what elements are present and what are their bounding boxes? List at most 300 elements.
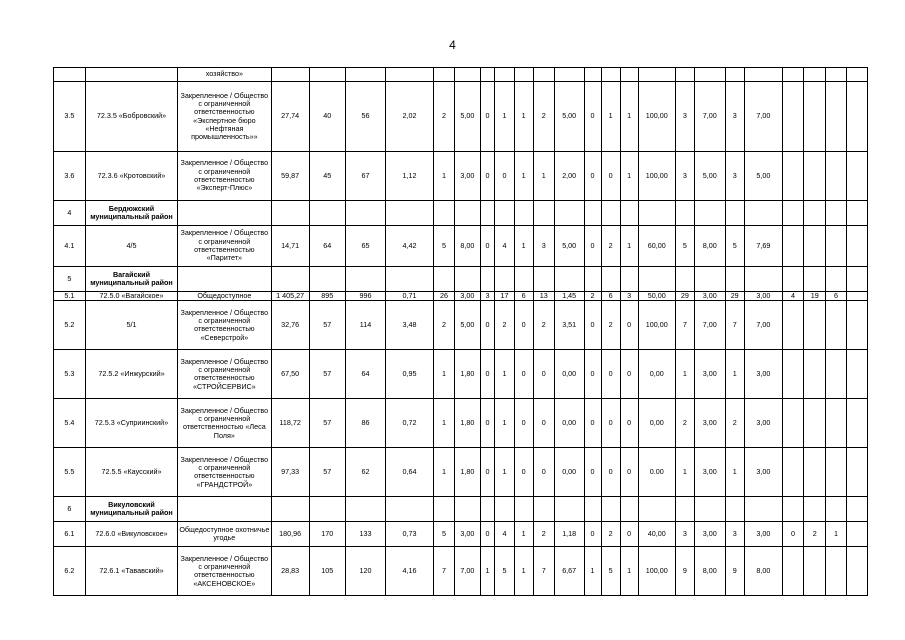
- table-cell: [584, 201, 601, 226]
- table-cell: 0: [601, 350, 620, 399]
- table-cell: 6: [514, 292, 533, 301]
- table-cell: 1: [584, 547, 601, 596]
- hunting-ground-name: 72.6.1 «Тававский»: [85, 547, 177, 596]
- table-cell: 57: [309, 448, 345, 497]
- district-header-row: [54, 267, 868, 292]
- table-cell: 170: [309, 522, 345, 547]
- row-number: 3.6: [54, 152, 86, 201]
- table-cell: 1: [514, 226, 533, 267]
- table-cell: 1: [495, 399, 514, 448]
- table-cell: 0.00: [638, 448, 675, 497]
- table-cell: 0: [514, 301, 533, 350]
- table-cell: 5: [433, 226, 454, 267]
- table-cell: [846, 448, 867, 497]
- table-cell: 0: [601, 399, 620, 448]
- table-cell: 0: [782, 522, 803, 547]
- table-cell: [433, 68, 454, 82]
- table-cell: 0: [620, 522, 638, 547]
- table-cell: 3,00: [744, 292, 782, 301]
- table-cell: 2: [433, 301, 454, 350]
- table-cell: [455, 267, 480, 292]
- table-cell: 59,87: [271, 152, 309, 201]
- table-cell: 895: [309, 292, 345, 301]
- table-cell: 100,00: [638, 301, 675, 350]
- table-cell: [386, 68, 434, 82]
- table-cell: 3,00: [744, 522, 782, 547]
- table-cell: [533, 497, 554, 522]
- table-cell: [584, 68, 601, 82]
- table-cell: 1: [533, 152, 554, 201]
- district-name: Бердюжский муниципальный район: [85, 201, 177, 226]
- table-cell: [804, 267, 826, 292]
- table-cell: [846, 152, 867, 201]
- table-cell: 0: [480, 226, 495, 267]
- table-cell: [826, 267, 846, 292]
- table-cell: 13: [533, 292, 554, 301]
- table-cell: [309, 497, 345, 522]
- ground-category: Общедоступное: [178, 292, 271, 301]
- table-cell: 17: [495, 292, 514, 301]
- table-cell: 3,00: [455, 522, 480, 547]
- table-cell: 0: [584, 522, 601, 547]
- table-cell: [554, 68, 584, 82]
- table-cell: 8,00: [455, 226, 480, 267]
- table-cell: 3: [533, 226, 554, 267]
- table-cell: 0: [620, 448, 638, 497]
- table-cell: 2: [601, 226, 620, 267]
- table-cell: 45: [309, 152, 345, 201]
- table-cell: 1: [514, 522, 533, 547]
- table-cell: 100,00: [638, 547, 675, 596]
- table-cell: 2: [601, 522, 620, 547]
- table-cell: 3: [725, 82, 744, 152]
- table-cell: 1: [495, 350, 514, 399]
- table-row: [54, 68, 868, 82]
- table-cell: [514, 201, 533, 226]
- table-cell: [533, 201, 554, 226]
- table-cell: 57: [309, 350, 345, 399]
- row-number: 3.5: [54, 82, 86, 152]
- table-cell: 3: [480, 292, 495, 301]
- table-cell: [846, 350, 867, 399]
- table-cell: 3,00: [744, 350, 782, 399]
- table-cell: 0: [584, 301, 601, 350]
- table-cell: [638, 68, 675, 82]
- table-cell: [782, 448, 803, 497]
- row-number: 4.1: [54, 226, 86, 267]
- table-cell: [554, 497, 584, 522]
- table-cell: 9: [725, 547, 744, 596]
- table-cell: 0,64: [386, 448, 434, 497]
- table-cell: 1: [725, 350, 744, 399]
- table-cell: 0: [514, 399, 533, 448]
- table-cell: 0: [480, 399, 495, 448]
- table-cell: 3,00: [694, 522, 725, 547]
- table-cell: [495, 68, 514, 82]
- hunting-ground-name: 4/5: [85, 226, 177, 267]
- table-cell: [554, 267, 584, 292]
- table-cell: 133: [345, 522, 385, 547]
- table-cell: 1: [620, 226, 638, 267]
- table-cell: 1: [514, 547, 533, 596]
- table-cell: [804, 201, 826, 226]
- table-cell: [804, 448, 826, 497]
- table-cell: [601, 201, 620, 226]
- table-cell: 5,00: [455, 82, 480, 152]
- table-cell: 0: [601, 448, 620, 497]
- table-cell: 0: [480, 152, 495, 201]
- table-cell: [309, 267, 345, 292]
- table-cell: 0: [584, 152, 601, 201]
- table-cell: 0,73: [386, 522, 434, 547]
- table-row: [54, 448, 868, 497]
- hunting-ground-name: 72.5.3 «Суприинский»: [85, 399, 177, 448]
- district-header-row: [54, 497, 868, 522]
- row-number: 5.5: [54, 448, 86, 497]
- table-cell: [620, 68, 638, 82]
- table-cell: 3: [675, 522, 694, 547]
- table-cell: [433, 497, 454, 522]
- table-cell: 118,72: [271, 399, 309, 448]
- table-cell: [638, 267, 675, 292]
- table-cell: 5: [725, 226, 744, 267]
- table-cell: 7,00: [744, 82, 782, 152]
- table-cell: 1: [601, 82, 620, 152]
- table-cell: 3: [725, 152, 744, 201]
- table-cell: 2: [533, 522, 554, 547]
- table-cell: 180,96: [271, 522, 309, 547]
- table-cell: [309, 201, 345, 226]
- table-cell: 5: [601, 547, 620, 596]
- table-cell: 0: [584, 448, 601, 497]
- table-cell: [804, 226, 826, 267]
- row-number: 5.1: [54, 292, 86, 301]
- table-cell: [455, 497, 480, 522]
- table-cell: 5,00: [455, 301, 480, 350]
- table-cell: 3: [675, 152, 694, 201]
- table-cell: 0: [533, 350, 554, 399]
- table-cell: [601, 267, 620, 292]
- row-number: 5.2: [54, 301, 86, 350]
- table-cell: 14,71: [271, 226, 309, 267]
- table-cell: 9: [675, 547, 694, 596]
- table-cell: 27,74: [271, 82, 309, 152]
- table-cell: [480, 267, 495, 292]
- table-cell: 7: [433, 547, 454, 596]
- table-cell: 0: [480, 82, 495, 152]
- table-cell: [495, 497, 514, 522]
- table-cell: [514, 68, 533, 82]
- table-cell: 2: [495, 301, 514, 350]
- table-cell: [782, 547, 803, 596]
- table-cell: 7,00: [744, 301, 782, 350]
- table-cell: 7,69: [744, 226, 782, 267]
- table-cell: [725, 201, 744, 226]
- ground-category: хозяйство»: [178, 68, 271, 82]
- table-cell: 7,00: [455, 547, 480, 596]
- table-cell: [782, 226, 803, 267]
- table-cell: 40,00: [638, 522, 675, 547]
- table-cell: 67: [345, 152, 385, 201]
- table-row: [54, 399, 868, 448]
- table-cell: 0,71: [386, 292, 434, 301]
- table-cell: [725, 267, 744, 292]
- hunting-ground-name: 72.3.5 «Бобровский»: [85, 82, 177, 152]
- table-cell: 1,18: [554, 522, 584, 547]
- table-row: [54, 82, 868, 152]
- table-cell: [846, 226, 867, 267]
- table-cell: [846, 301, 867, 350]
- table-cell: 62: [345, 448, 385, 497]
- table-cell: 5,00: [554, 82, 584, 152]
- hunting-ground-name: 72.5.5 «Каусский»: [85, 448, 177, 497]
- table-cell: 114: [345, 301, 385, 350]
- table-cell: 0: [584, 350, 601, 399]
- district-name: Викуловский муниципальный район: [85, 497, 177, 522]
- table-cell: 1: [495, 82, 514, 152]
- table-cell: [584, 267, 601, 292]
- table-cell: 3,51: [554, 301, 584, 350]
- hunting-ground-name: [85, 68, 177, 82]
- table-cell: 5,00: [744, 152, 782, 201]
- table-cell: [638, 201, 675, 226]
- table-cell: [782, 201, 803, 226]
- table-cell: 6: [601, 292, 620, 301]
- table-cell: 0,95: [386, 350, 434, 399]
- table-cell: 1: [675, 350, 694, 399]
- table-cell: 0: [601, 152, 620, 201]
- table-cell: [694, 497, 725, 522]
- table-cell: 64: [345, 350, 385, 399]
- table-cell: 7,00: [694, 82, 725, 152]
- table-cell: 0,00: [554, 350, 584, 399]
- table-cell: 4: [495, 226, 514, 267]
- table-cell: [433, 267, 454, 292]
- table-cell: [433, 201, 454, 226]
- table-cell: [345, 497, 385, 522]
- table-cell: 1,12: [386, 152, 434, 201]
- table-cell: 1: [433, 399, 454, 448]
- table-cell: 0: [480, 448, 495, 497]
- table-cell: [782, 350, 803, 399]
- table-cell: [584, 497, 601, 522]
- table-cell: [725, 497, 744, 522]
- table-cell: 29: [675, 292, 694, 301]
- table-cell: 5: [433, 522, 454, 547]
- table-cell: 3,00: [694, 448, 725, 497]
- row-number: 5.4: [54, 399, 86, 448]
- table-cell: 2: [804, 522, 826, 547]
- table-cell: 4: [495, 522, 514, 547]
- table-cell: 67,50: [271, 350, 309, 399]
- table-cell: [514, 497, 533, 522]
- table-cell: 29: [725, 292, 744, 301]
- table-cell: 1: [620, 82, 638, 152]
- table-cell: [782, 267, 803, 292]
- table-cell: 3,00: [694, 350, 725, 399]
- table-cell: 7: [725, 301, 744, 350]
- table-cell: 6: [826, 292, 846, 301]
- hunting-ground-name: 72.3.6 «Кротовский»: [85, 152, 177, 201]
- table-cell: [386, 201, 434, 226]
- table-cell: 1,80: [455, 399, 480, 448]
- table-cell: [638, 497, 675, 522]
- table-cell: 2: [533, 82, 554, 152]
- table-cell: 2: [725, 399, 744, 448]
- table-cell: [744, 497, 782, 522]
- table-cell: [480, 68, 495, 82]
- table-cell: 1 405,27: [271, 292, 309, 301]
- ground-category: Закрепленное / Общество с ограниченной ответственностью «ГРАНДСТРОЙ»: [178, 448, 271, 497]
- table-cell: [620, 201, 638, 226]
- table-cell: 40: [309, 82, 345, 152]
- table-cell: [826, 226, 846, 267]
- table-cell: [725, 68, 744, 82]
- table-cell: [826, 152, 846, 201]
- table-cell: 1: [620, 547, 638, 596]
- row-number: 6.1: [54, 522, 86, 547]
- table-cell: 0: [514, 448, 533, 497]
- table-cell: 3,00: [455, 292, 480, 301]
- ground-category: Закрепленное / Общество с ограниченной ответственностью «АКСЕНОВСКОЕ»: [178, 547, 271, 596]
- table-cell: [178, 267, 271, 292]
- table-cell: 5: [675, 226, 694, 267]
- table-cell: 0: [514, 350, 533, 399]
- table-cell: [804, 152, 826, 201]
- table-cell: 3: [675, 82, 694, 152]
- table-cell: [694, 201, 725, 226]
- table-cell: [309, 68, 345, 82]
- row-number: 5: [54, 267, 86, 292]
- table-cell: 1: [675, 448, 694, 497]
- table-cell: 1,80: [455, 350, 480, 399]
- table-cell: [804, 301, 826, 350]
- table-cell: 57: [309, 399, 345, 448]
- table-cell: 120: [345, 547, 385, 596]
- table-cell: [782, 497, 803, 522]
- table-cell: 0: [620, 350, 638, 399]
- table-cell: 56: [345, 82, 385, 152]
- table-cell: [826, 399, 846, 448]
- table-cell: 50,00: [638, 292, 675, 301]
- table-cell: [826, 301, 846, 350]
- table-cell: [455, 68, 480, 82]
- table-cell: 5: [495, 547, 514, 596]
- table-cell: 26: [433, 292, 454, 301]
- table-row: [54, 301, 868, 350]
- table-cell: [675, 68, 694, 82]
- table-cell: 1: [826, 522, 846, 547]
- table-cell: 0: [480, 301, 495, 350]
- table-cell: 1: [433, 152, 454, 201]
- table-cell: 3,00: [694, 399, 725, 448]
- hunting-ground-name: 72.5.2 «Инжурский»: [85, 350, 177, 399]
- table-cell: [846, 547, 867, 596]
- table-cell: [744, 201, 782, 226]
- table-cell: [694, 68, 725, 82]
- table-cell: [846, 292, 867, 301]
- table-cell: [495, 201, 514, 226]
- table-row: [54, 350, 868, 399]
- table-cell: 97,33: [271, 448, 309, 497]
- table-cell: [744, 68, 782, 82]
- table-row: [54, 152, 868, 201]
- district-header-row: [54, 201, 868, 226]
- table-cell: [846, 68, 867, 82]
- table-cell: 3,00: [744, 448, 782, 497]
- table-cell: [386, 497, 434, 522]
- row-number: 5.3: [54, 350, 86, 399]
- table-cell: [271, 68, 309, 82]
- row-number: [54, 68, 86, 82]
- table-cell: [846, 201, 867, 226]
- table-cell: 2: [584, 292, 601, 301]
- table-cell: 28,83: [271, 547, 309, 596]
- table-cell: [345, 68, 385, 82]
- table-cell: [694, 267, 725, 292]
- table-cell: 4,42: [386, 226, 434, 267]
- table-cell: [826, 201, 846, 226]
- table-cell: 8,00: [694, 547, 725, 596]
- table-cell: 7,00: [694, 301, 725, 350]
- table-cell: 5,00: [554, 226, 584, 267]
- table-cell: 4,16: [386, 547, 434, 596]
- table-cell: 0,00: [638, 350, 675, 399]
- table-cell: 1: [433, 448, 454, 497]
- table-cell: 57: [309, 301, 345, 350]
- table-row: [54, 547, 868, 596]
- table-cell: [826, 497, 846, 522]
- table-cell: [782, 68, 803, 82]
- table-cell: 0,00: [638, 399, 675, 448]
- table-cell: [178, 201, 271, 226]
- table-cell: [782, 152, 803, 201]
- table-cell: [675, 201, 694, 226]
- table-cell: 0,00: [554, 399, 584, 448]
- ground-category: Закрепленное / Общество с ограниченной ответственностью «Экспертное бюро «Нефтяная промышленность»»: [178, 82, 271, 152]
- table-cell: 32,76: [271, 301, 309, 350]
- table-row: [54, 522, 868, 547]
- table-cell: [804, 497, 826, 522]
- ground-category: Общедоступное охотничье угодье: [178, 522, 271, 547]
- table-cell: [345, 201, 385, 226]
- table-cell: [804, 82, 826, 152]
- table-cell: [271, 201, 309, 226]
- table-cell: [345, 267, 385, 292]
- table-cell: 2: [533, 301, 554, 350]
- table-cell: [846, 82, 867, 152]
- table-cell: [554, 201, 584, 226]
- table-cell: [846, 267, 867, 292]
- page-number: 4: [449, 38, 456, 52]
- table-cell: [533, 267, 554, 292]
- table-cell: 2,02: [386, 82, 434, 152]
- table-cell: [480, 201, 495, 226]
- table-cell: [514, 267, 533, 292]
- table-cell: 1: [725, 448, 744, 497]
- table-cell: [846, 497, 867, 522]
- table-cell: 0: [480, 522, 495, 547]
- table-cell: 2: [601, 301, 620, 350]
- ground-category: Закрепленное / Общество с ограниченной ответственностью «Паритет»: [178, 226, 271, 267]
- row-number: 6: [54, 497, 86, 522]
- table-cell: 0,72: [386, 399, 434, 448]
- table-cell: 3,00: [694, 292, 725, 301]
- table-cell: 3,00: [455, 152, 480, 201]
- table-row: [54, 292, 868, 301]
- table-cell: 0: [533, 399, 554, 448]
- ground-category: Закрепленное / Общество с ограниченной ответственностью «СТРОЙСЕРВИС»: [178, 350, 271, 399]
